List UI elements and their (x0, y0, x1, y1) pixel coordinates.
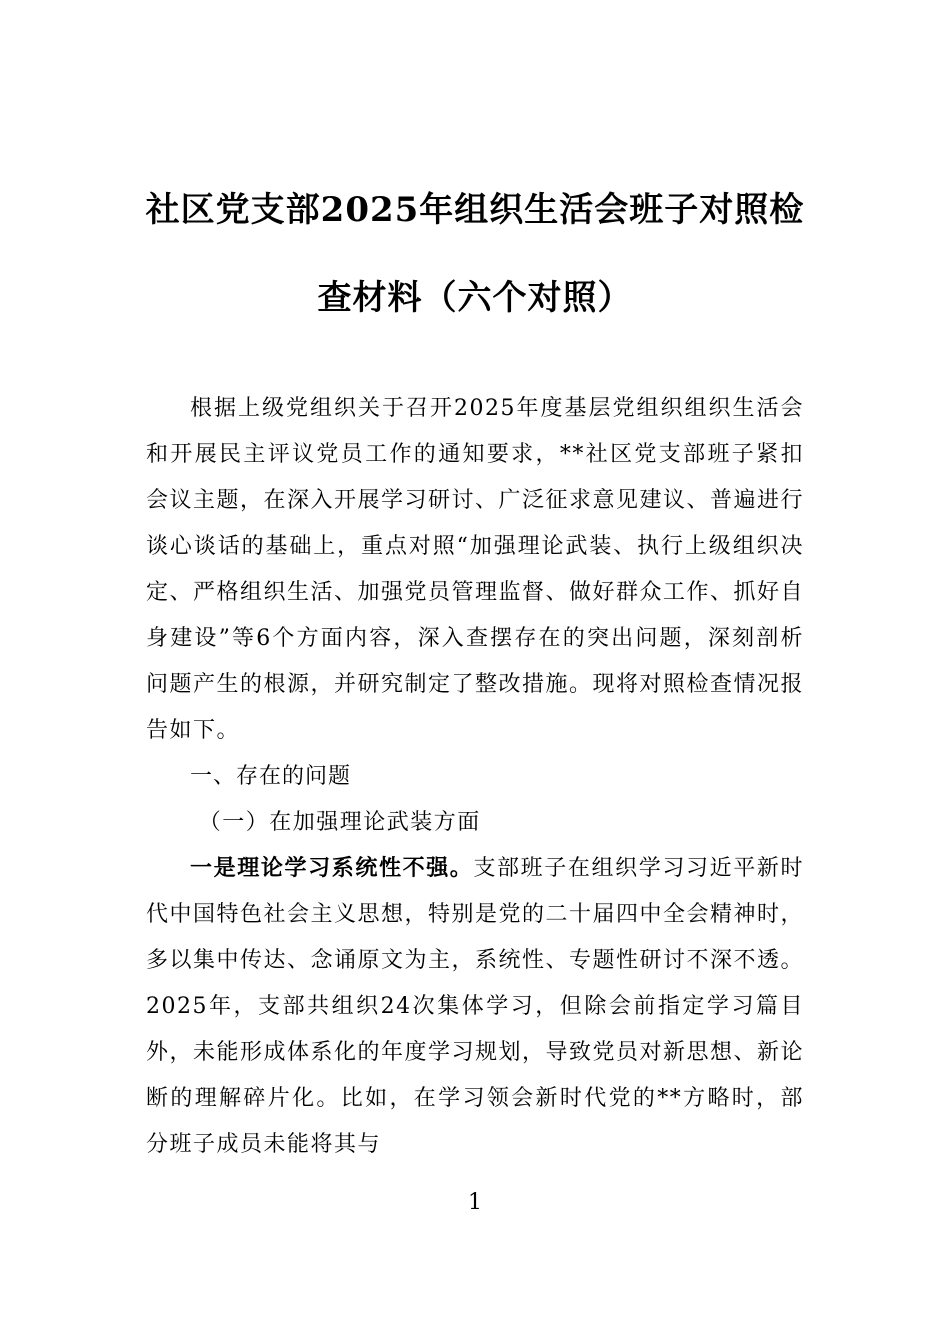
point-paragraph (146, 846, 804, 1168)
section-heading-problems: 一、存在的问题 (190, 764, 352, 789)
document-title: 社区党支部2025年组织生活会班子对照检查材料（六个对照） (145, 190, 805, 318)
page-number: 1 (468, 1190, 482, 1215)
point-body-text: 支部班子在组织学习习近平新时代中国特色社会主义思想，特别是党的二十届四中全会精神时，多以集中传达、念诵原文为主，系统性、专题性研讨不深不透。2025年，支部共组织24次集体学习，但除会前指定学习篇目外，未能形成体系化的年度学习规划，导致党员对新思想、新论断的理解碎片化。比如，在学习领会新时代党的**方略时，部分班子成员未能将其与 (146, 856, 805, 1157)
subsection-heading-theory: （一）在加强理论武装方面 (198, 810, 481, 835)
point-lead-text: 一是理论学习系统性不强。 (190, 856, 474, 881)
document-body (146, 386, 804, 1168)
intro-paragraph: 根据上级党组织关于召开2025年度基层党组织组织生活会和开展民主评议党员工作的通知要求，**社区党支部班子紧扣会议主题，在深入开展学习研讨、广泛征求意见建议、普遍进行谈心谈话的基础上，重点对照“加强理论武装、执行上级组织决定、严格组织生活、加强党员管理监督、做好群众工作、抓好自身建设”等6个方面内容，深入查摆存在的突出问题，深刻剖析问题产生的根源，并研究制定了整改措施。现将对照检查情况报告如下。 (146, 396, 805, 743)
